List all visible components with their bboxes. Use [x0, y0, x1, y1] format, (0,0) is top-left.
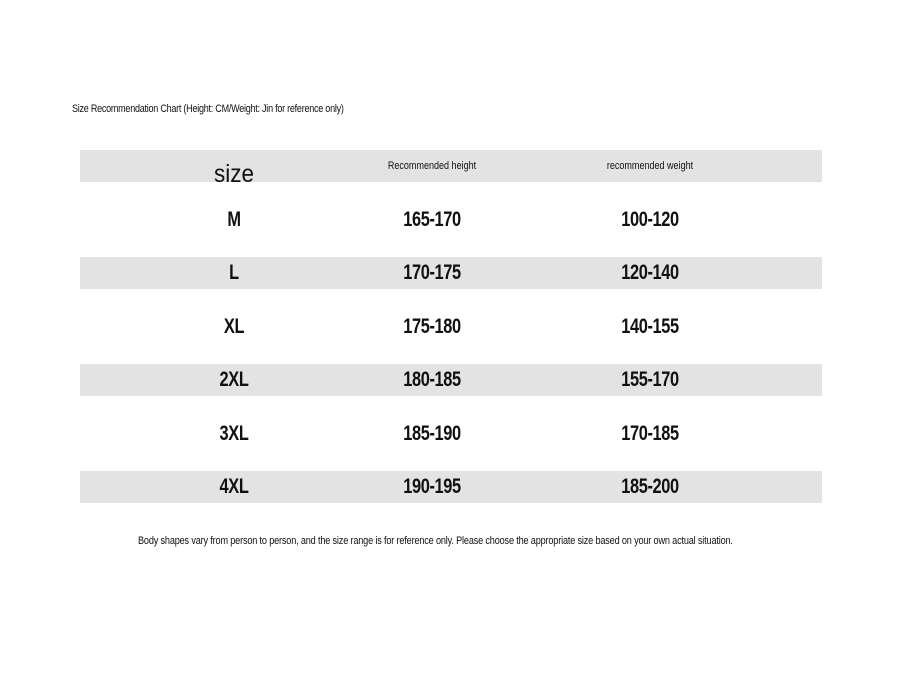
table-row [80, 257, 822, 289]
header-height: Recommended height [387, 160, 477, 172]
table-row [80, 204, 822, 236]
weight-cell: 140-155 [621, 314, 679, 338]
height-cell: 170-175 [403, 261, 461, 284]
weight-cell: 120-140 [621, 261, 679, 284]
weight-cell: 100-120 [621, 207, 679, 231]
height-cell: 175-180 [403, 314, 461, 338]
size-cell: XL [223, 314, 245, 338]
height-cell: 185-190 [403, 421, 461, 445]
height-cell: 180-185 [403, 368, 461, 391]
header-size: size [213, 159, 255, 188]
table-row [80, 311, 822, 343]
height-cell: 190-195 [403, 475, 461, 498]
size-cell: 2XL [219, 368, 249, 391]
table-row [80, 418, 822, 450]
header-weight: recommended weight [606, 160, 694, 172]
height-cell: 165-170 [403, 207, 461, 231]
table-row [80, 471, 822, 503]
size-cell: L [229, 261, 239, 284]
weight-cell: 155-170 [621, 368, 679, 391]
weight-cell: 170-185 [621, 421, 679, 445]
size-table [80, 150, 822, 525]
disclaimer-note: Body shapes vary from person to person, and the size range is for reference only. Please choose the appropriate size based on your own actual situation. [138, 535, 733, 547]
size-cell: 4XL [219, 475, 249, 498]
table-row [80, 364, 822, 396]
size-cell: 3XL [219, 421, 249, 445]
weight-cell: 185-200 [621, 475, 679, 498]
size-cell: M [227, 207, 241, 231]
table-header-row [80, 150, 822, 188]
chart-title: Size Recommendation Chart (Height: CM/Weight: Jin for reference only) [72, 103, 344, 115]
